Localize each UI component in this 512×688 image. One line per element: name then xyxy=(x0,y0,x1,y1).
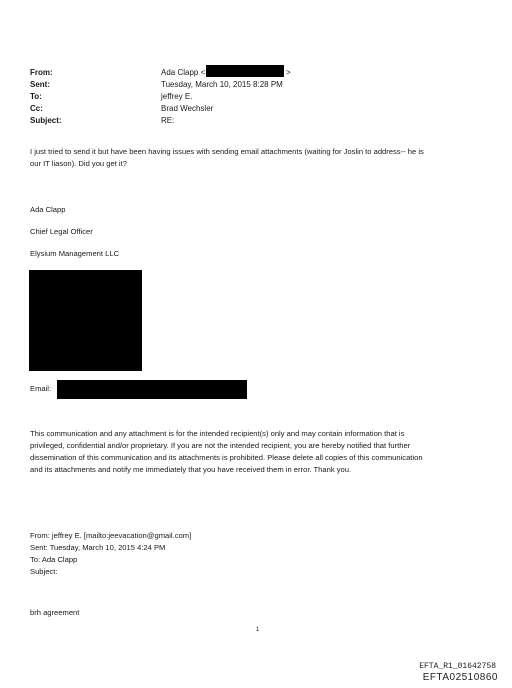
redaction-signature-image xyxy=(29,270,142,371)
signature-company: Elysium Management LLC xyxy=(30,249,120,258)
from-label: From: xyxy=(30,68,53,77)
redaction-from-email xyxy=(206,65,284,77)
from-value-end: > xyxy=(286,68,291,77)
quoted-body: brh agreement xyxy=(30,608,80,617)
signature-name: Ada Clapp xyxy=(30,205,66,214)
disclaimer-line: dissemination of this communication and its attachments is prohibited. Please delete all copies of this communication xyxy=(30,453,423,462)
quoted-subject: Subject: xyxy=(30,567,58,576)
quoted-to: To: Ada Clapp xyxy=(30,555,78,564)
subject-label: Subject: xyxy=(30,116,62,125)
sent-value: Tuesday, March 10, 2015 8:28 PM xyxy=(161,80,283,89)
from-value: Ada Clapp < xyxy=(161,68,206,77)
page-number: 1 xyxy=(256,627,260,633)
footer-id-1: EFTA_R1_01642758 xyxy=(419,662,496,671)
email-label: Email: xyxy=(30,384,52,393)
disclaimer-line: and its attachments and notify me immediately that you have received them in error. Thank you. xyxy=(30,465,352,474)
quoted-header xyxy=(30,530,191,578)
message-body xyxy=(30,146,500,170)
cc-value: Brad Wechsler xyxy=(161,104,214,113)
cc-label: Cc: xyxy=(30,104,43,113)
disclaimer-line: This communication and any attachment is for the intended recipient(s) only and may contain information that is xyxy=(30,429,405,438)
disclaimer xyxy=(30,428,505,476)
quoted-from: From: jeffrey E. [mailto:jeevacation@gmail.com] xyxy=(30,531,192,540)
quoted-sent: Sent: Tuesday, March 10, 2015 4:24 PM xyxy=(30,543,166,552)
redaction-email-address xyxy=(57,380,247,399)
message-line: our IT liason). Did you get it? xyxy=(30,159,127,168)
disclaimer-line: privileged, confidential and/or proprietary. If you are not the intended recipient, you are hereby notified that further xyxy=(30,441,411,450)
subject-value: RE: xyxy=(161,116,175,125)
sent-label: Sent: xyxy=(30,80,50,89)
to-value: jeffrey E. xyxy=(161,92,193,101)
to-label: To: xyxy=(30,92,42,101)
signature-title: Chief Legal Officer xyxy=(30,227,93,236)
message-line: I just tried to send it but have been having issues with sending email attachments (waiting for Joslin to address-- he is xyxy=(30,147,424,156)
footer-id-2: EFTA02510860 xyxy=(422,672,498,683)
